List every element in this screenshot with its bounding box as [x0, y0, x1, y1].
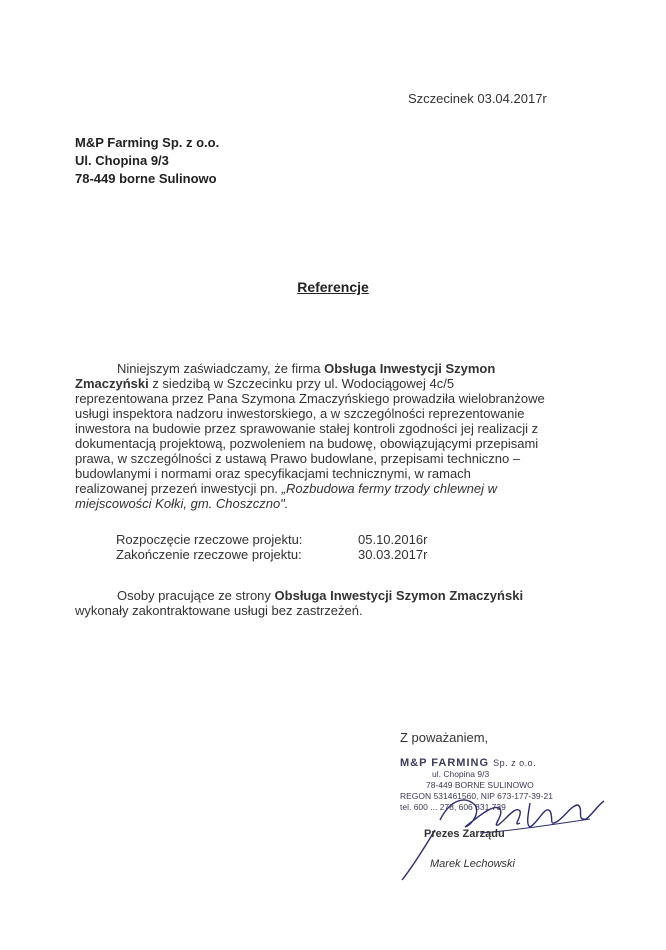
recipient-address [75, 134, 219, 188]
text-line [75, 376, 595, 391]
address-line: Ul. Chopina 9/3 [75, 153, 169, 168]
text-line: miejscowości Kołki, gm. Choszczno". [75, 496, 289, 511]
letter-date: Szczecinek 03.04.2017r [408, 91, 547, 106]
company-name: Obsługa Inwestycji Szymon Zmaczyński [274, 588, 524, 603]
text-line: dokumentacją projektową, pozwoleniem na budowę, obowiązującymi przepisami [75, 436, 539, 451]
text-line: prawa, w szczególności z ustawą Prawo budowlane, przepisami techniczno – [75, 451, 521, 466]
text-line [75, 481, 595, 496]
project-end-row [116, 547, 427, 562]
text-line: budowlanymi i normami oraz specyfikacjami technicznymi, w ramach [75, 466, 471, 481]
text: Osoby pracujące ze strony [117, 588, 275, 603]
project-start-row [116, 532, 427, 547]
closing-phrase: Z poważaniem, [400, 730, 489, 745]
text-line: reprezentowana przez Pana Szymona Zmaczyńskiego prowadziła wielobranżowe [75, 391, 545, 406]
project-name: „Rozbudowa fermy trzody chlewnej w [281, 481, 497, 496]
signatory-role: Prezes Zarządu [424, 828, 505, 840]
text: realizowanej przezeń inwestycji pn. [75, 481, 282, 496]
stamp-company [400, 757, 610, 769]
address-line: M&P Farming Sp. z o.o. [75, 135, 220, 150]
project-end-label: Zakończenie rzeczowe projektu: [116, 547, 302, 562]
stamp-line: REGON 531461560, NIP 673-177-39-21 [400, 791, 553, 801]
text-line: usługi inspektora nadzoru inwestorskiego, a w szczególności reprezentowanie [75, 406, 525, 421]
project-end-value: 30.03.2017r [358, 547, 428, 562]
text-line [75, 361, 595, 376]
project-start-value: 05.10.2016r [358, 532, 428, 547]
project-dates [116, 532, 427, 562]
text: z siedzibą w Szczecinku przy ul. Wodociągowej 4c/5 [148, 376, 455, 391]
company-name: Obsługa Inwestycji Szymon [324, 361, 496, 376]
paragraph-persons [75, 588, 523, 618]
stamp-line: tel. 600 ... 278, 606 831 739 [400, 802, 506, 812]
text-line: wykonały zakontraktowane usługi bez zastrzeżeń. [75, 603, 363, 618]
stamp-line: 78-449 BORNE SULINOWO [426, 780, 534, 790]
company-name: Zmaczyński [75, 376, 149, 391]
text: Niniejszym zaświadczamy, że firma [117, 361, 325, 376]
text-line: inwestora na budowie przez sprawowanie stałej kontroli zgodności jej realizacji z [75, 421, 539, 436]
project-start-label: Rozpoczęcie rzeczowe projektu: [116, 532, 303, 547]
stamp-company-suffix: Sp. z o.o. [493, 758, 537, 768]
stamp-line: ul. Chopina 9/3 [432, 769, 490, 779]
text-line [75, 588, 523, 603]
address-line: 78-449 borne Sulinowo [75, 171, 217, 186]
signatory-name: Marek Lechowski [430, 858, 515, 870]
letter-title: Referencje [297, 279, 369, 295]
stamp-company-name: M&P FARMING [400, 757, 490, 769]
paragraph-main [75, 361, 595, 511]
